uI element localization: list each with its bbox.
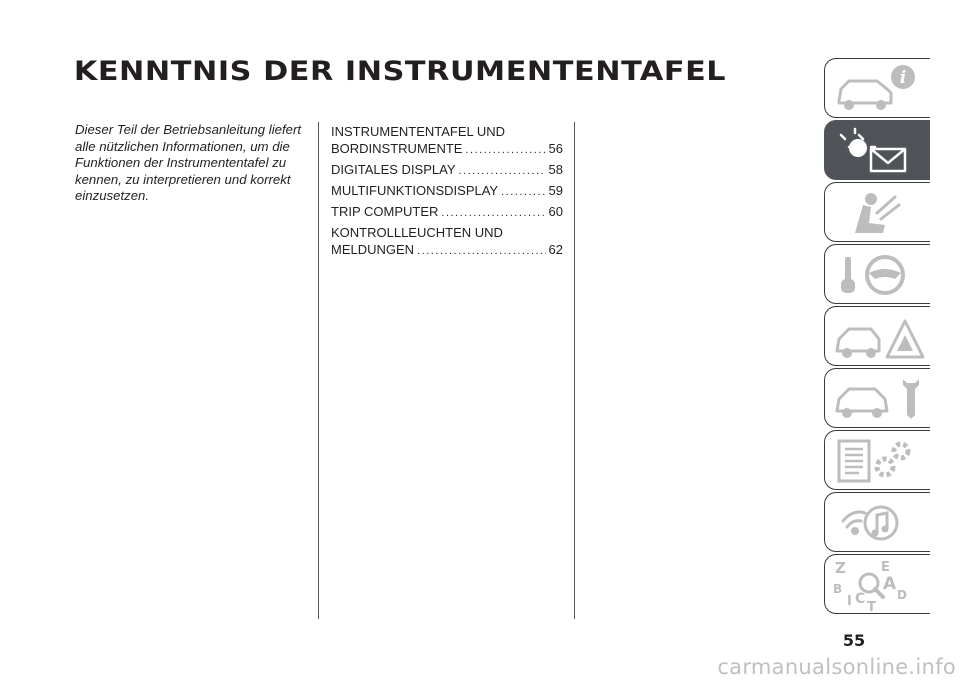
toc-entry-title: TRIP COMPUTER (331, 204, 439, 219)
toc-entry-trip-computer[interactable] (331, 203, 563, 222)
toc-entry-multifunktionsdisplay[interactable] (331, 182, 563, 201)
toc-page-number: 59 (548, 183, 563, 198)
chapter-tab-technical-data[interactable] (824, 430, 930, 490)
toc-entry-title: DIGITALES DISPLAY (331, 162, 456, 177)
table-of-contents (331, 123, 563, 262)
toc-entry-title: MULTIFUNKTIONSDISPLAY (331, 183, 499, 198)
svg-text:D: D (897, 588, 907, 602)
car-warning-triangle-icon (825, 307, 931, 367)
svg-text:B: B (833, 582, 843, 596)
svg-text:i: i (899, 68, 907, 88)
svg-text:I: I (847, 594, 852, 609)
key-steering-wheel-icon (825, 245, 931, 305)
chapter-tab-multimedia[interactable] (824, 492, 930, 552)
chapter-tab-starting[interactable] (824, 244, 930, 304)
toc-entry-kontrollleuchten[interactable] (331, 224, 563, 260)
toc-leader-dots (441, 205, 545, 222)
warning-light-message-icon (825, 121, 931, 181)
svg-text:Z: Z (835, 559, 846, 577)
chapter-tab-car-info[interactable] (824, 58, 930, 118)
seat-airbag-icon (825, 183, 931, 243)
column-divider-left (318, 122, 319, 619)
car-info-icon (825, 59, 931, 119)
svg-text:C: C (855, 591, 866, 607)
toc-leader-dots (459, 163, 546, 180)
toc-entry-title: MELDUNGEN (331, 242, 415, 257)
toc-entry-instrumententafel[interactable] (331, 123, 563, 159)
chapter-tab-safety[interactable] (824, 182, 930, 242)
chapter-tab-maintenance[interactable] (824, 368, 930, 428)
toc-page-number: 58 (548, 162, 563, 177)
chapter-tab-emergency[interactable] (824, 306, 930, 366)
specs-list-gears-icon (825, 431, 931, 491)
intro-paragraph: Dieser Teil der Betriebsanleitung liefert alle nützlichen Informationen, um die Funktionen der Instrumententafel zu kennen, zu interpretieren und korrekt einzusetzen. (75, 122, 302, 203)
page-number: 55 (842, 631, 866, 650)
watermark: carmanualsonline.info (717, 655, 956, 679)
toc-leader-dots (417, 243, 545, 260)
toc-entry-title: INSTRUMENTENTAFEL UND (331, 124, 506, 139)
svg-text:E: E (881, 560, 890, 575)
page-title: KENNTNIS DER INSTRUMENTENTAFEL (73, 56, 727, 87)
chapter-tab-index[interactable] (824, 554, 930, 614)
toc-entry-digitales-display[interactable] (331, 161, 563, 180)
index-letters-icon (825, 555, 931, 615)
svg-text:T: T (867, 600, 876, 615)
chapter-tab-instruments[interactable] (824, 120, 930, 180)
toc-page-number: 62 (548, 242, 563, 257)
column-divider-right (574, 122, 575, 619)
svg-text:A: A (883, 574, 897, 594)
multimedia-music-icon (825, 493, 931, 553)
toc-leader-dots (501, 184, 545, 201)
toc-page-number: 60 (548, 204, 563, 219)
toc-page-number: 56 (548, 141, 563, 156)
car-wrench-icon (825, 369, 931, 429)
toc-entry-title: KONTROLLLEUCHTEN UND (331, 225, 503, 240)
toc-entry-title: BORDINSTRUMENTE (331, 141, 463, 156)
toc-leader-dots (465, 142, 545, 159)
